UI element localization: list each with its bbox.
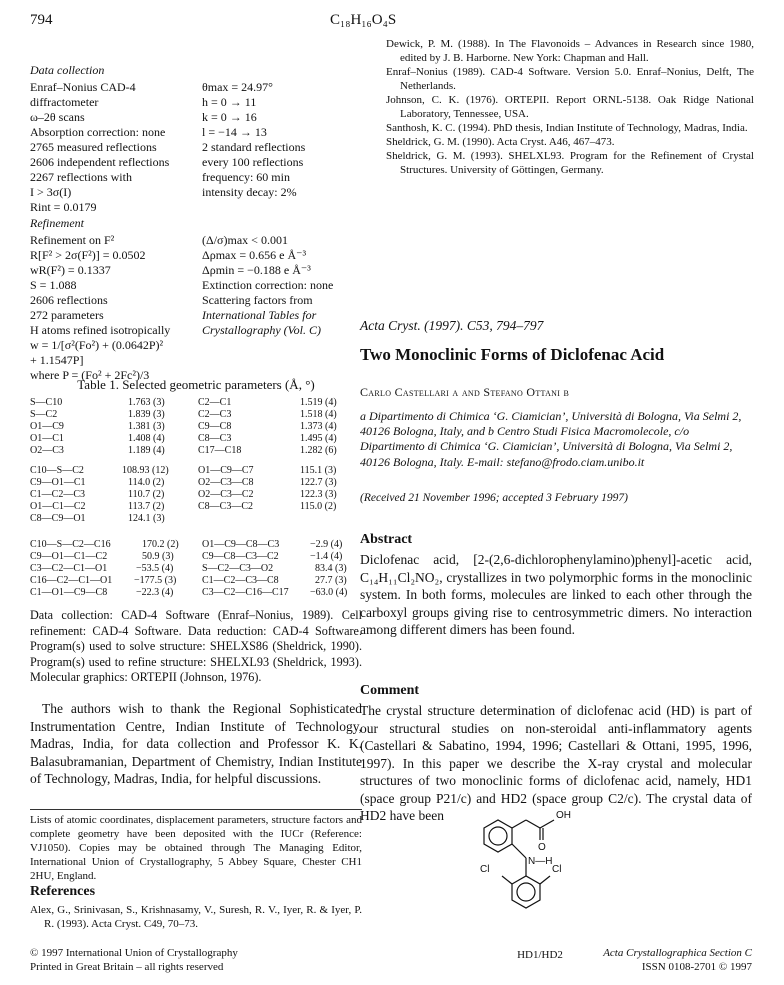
- comment-text: The crystal structure determination of diclofenac acid (HD) is part of our structural studies on non-steroidal anti-inflammatory agents (Castellari & Sabatino, 1994, 1996; Castellari & Ottani, 1995, 1996, 1997). In this paper we describe the X-ray crystal and molecular structures of two monoclinic forms of diclofenac acid, namely, HD1 (space group P21/c) and HD2 (space group C2/c). The crystal data of HD2 have been: [360, 703, 752, 823]
- reference-item: Dewick, P. M. (1988). In The Flavonoids – Advances in Research since 1980, edited by J. B. Harborne. New York: Chapman and Hall.: [386, 38, 754, 64]
- article-affiliation: a Dipartimento di Chimica ‘G. Ciamician’, Università di Bologna, Via Selmi 2, 40126 Bologna, Italy, and b Centro Studi Fisica Macromolecole, c/o Dipartimento di Chimica ‘G. Ciamician’, Università di Bologna, Via Selmi 2, 40126 Bologna, Italy. E-mail: stefano@frodo.ciam.unibo.it: [360, 409, 742, 469]
- acknowledgement: The authors wish to thank the Regional Sophisticated Instrumentation Centre, Indian Institute of Technology, Madras, India, for data collection and Professor K. K. Balasubramanian, Department of Chemistry, Indian Institute of Technology, Madras, India, for helpful discussions.: [30, 701, 362, 786]
- lower-benzene-ring: [512, 876, 540, 908]
- reference-item: Johnson, C. K. (1976). ORTEPII. Report ORNL-5138. Oak Ridge National Laboratory, Tennessee, USA.: [386, 94, 754, 120]
- table-block-torsions: C10—S—C2—C16 170.2 (2) O1—C9—C8—C3 −2.9 (4) C9—O1—C1—C2 50.9 (3) C9—C8—C3—C2 −1.4 (4) C3—C2—C1—O1 −53.5 (4) S—C2—C3—O2 83.4 (3) C16—C2—C1—O1 −177.5 (3) C1—C2—C3—C8 27.7 (3) C1—O1—C9—C8 −22.3 (4) C3—C2—C16—C17 −63.0 (4): [30, 539, 348, 598]
- table-block-bonds: S—C10 1.763 (3) C2—C1 1.519 (4) S—C2 1.839 (3) C2—C3 1.518 (4) O1—C9 1.381 (3) C9—C8 1.373 (4) O1—C1 1.408 (4) C8—C3 1.495 (4) O2—C3 1.189 (4) C17—C18 1.282 (6): [30, 397, 337, 456]
- programs-paragraph: Data collection: CAD-4 Software (Enraf–Nonius, 1989). Cell refinement: CAD-4 Software. Data reduction: CAD-4 Software. Program(s) used to solve structure: SHELXS86 (Sheldrick, 1990). Program(s) used to refine structure: SHELXL93 (Sheldrick, 1993). Molecular graphics: ORTEPII (Johnson, 1976).: [30, 608, 362, 685]
- reference-item: Alex, G., Srinivasan, S., Krishnasamy, V., Suresh, R. V., Iyer, R. & Iyer, P. R. (1993). Acta Cryst. C49, 70–73.: [30, 904, 362, 930]
- abstract-heading: Abstract: [360, 532, 413, 547]
- refinement-left: Refinement on F² R[F² > 2σ(F²)] = 0.0502 wR(F²) = 0.1337 S = 1.088 2606 reflections 272 parameters H atoms refined isotropically w = 1/[σ²(Fo²) + (0.0642P)² + 1.1547P] where P = (Fo² + 2Fc²)/3: [30, 233, 171, 382]
- label-cl-right: Cl: [552, 864, 562, 875]
- page-number: 794: [30, 12, 53, 28]
- data-collection-right: θmax = 24.97° h = 0 → 11 k = 0 → 16 l = −14 → 13 2 standard reflections every 100 reflections frequency: 60 min intensity decay: 2%: [202, 80, 306, 199]
- article-authors: Carlo Castellari a and Stefano Ottani b: [360, 385, 570, 399]
- references-right-list: [386, 37, 754, 177]
- abstract-text: Diclofenac acid, [2-(2,6-dichlorophenylamino)phenyl]-acetic acid, C₁₄H₁₁Cl₂NO₂, crystallizes in two polymorphic forms in the monoclinic system. In both forms, molecules are linked to each other through the carboxyl groups giving rise to centrosymmetric dimers. No interaction among different dimers has been found.: [360, 552, 752, 637]
- article-title: Two Monoclinic Forms of Diclofenac Acid: [360, 345, 665, 364]
- upper-ring-circle: [489, 827, 507, 845]
- label-o: O: [538, 842, 546, 853]
- label-cl-left: Cl: [480, 864, 490, 875]
- deposition-rule: [30, 809, 362, 810]
- data-collection-left: Enraf–Nonius CAD-4 diffractometer ω–2θ scans Absorption correction: none 2765 measured reflections 2606 independent reflections 2267 reflections with I > 3σ(I) Rint = 0.0179: [30, 80, 170, 214]
- references-heading: References: [30, 884, 96, 899]
- reference-item: Sheldrick, G. M. (1993). SHELXL93. Program for the Refinement of Crystal Structures. University of Göttingen, Germany.: [386, 150, 754, 176]
- deposition-note: Lists of atomic coordinates, displacement parameters, structure factors and complete geometry have been deposited with the IUCr (Reference: VJ1050). Copies may be obtained through The Managing Editor, International Union of Crystallography, 5 Abbey Square, Chester CH1 2HU, England.: [30, 814, 362, 882]
- article-citation: Acta Cryst. (1997). C53, 794–797: [360, 318, 544, 333]
- lower-ring-circle: [517, 883, 535, 901]
- reference-item: Sheldrick, G. M. (1990). Acta Cryst. A46, 467–473.: [386, 136, 615, 148]
- footer-copyright: © 1997 International Union of Crystallography Printed in Great Britain – all rights reserved: [30, 947, 238, 973]
- table-caption: Table 1. Selected geometric parameters (Å, °): [77, 377, 315, 392]
- data-collection-heading: Data collection: [30, 63, 105, 77]
- running-title: C₁₈H₁₆O₄S: [330, 12, 397, 28]
- reference-item: Santhosh, K. C. (1994). PhD thesis, Indian Institute of Technology, Madras, India.: [386, 122, 748, 134]
- article-received: (Received 21 November 1996; accepted 3 February 1997): [360, 492, 628, 504]
- refinement-right: (Δ/σ)max < 0.001 Δρmax = 0.656 e Å⁻³ Δρmin = −0.188 e Å⁻³ Extinction correction: none Scattering factors from International Tables for Crystallography (Vol. C): [202, 233, 334, 337]
- table-block-angles: C10—S—C2 108.93 (12) O1—C9—C7 115.1 (3) C9—O1—C1 114.0 (2) O2—C3—C8 122.7 (3) C1—C2—C3 110.7 (2) O2—C3—C2 122.3 (3) O1—C1—C2 113.7 (2) C8—C3—C2 115.0 (2) C8—C9—O1 124.1 (3): [30, 465, 337, 524]
- label-nh: N—H: [528, 856, 553, 867]
- comment-heading: Comment: [360, 683, 420, 698]
- label-oh: OH: [556, 810, 571, 821]
- upper-benzene-ring: [484, 820, 512, 852]
- reference-item: Enraf–Nonius (1989). CAD-4 Software. Version 5.0. Enraf–Nonius, Delft, The Netherlands.: [386, 66, 754, 92]
- structure-caption: HD1/HD2: [517, 949, 563, 961]
- chemical-structure-diagram: [470, 808, 610, 946]
- footer-journal: Acta Crystallographica Section C ISSN 0108-2701 © 1997: [603, 947, 752, 973]
- references-left-list: [30, 903, 362, 931]
- refinement-heading: Refinement: [30, 216, 84, 230]
